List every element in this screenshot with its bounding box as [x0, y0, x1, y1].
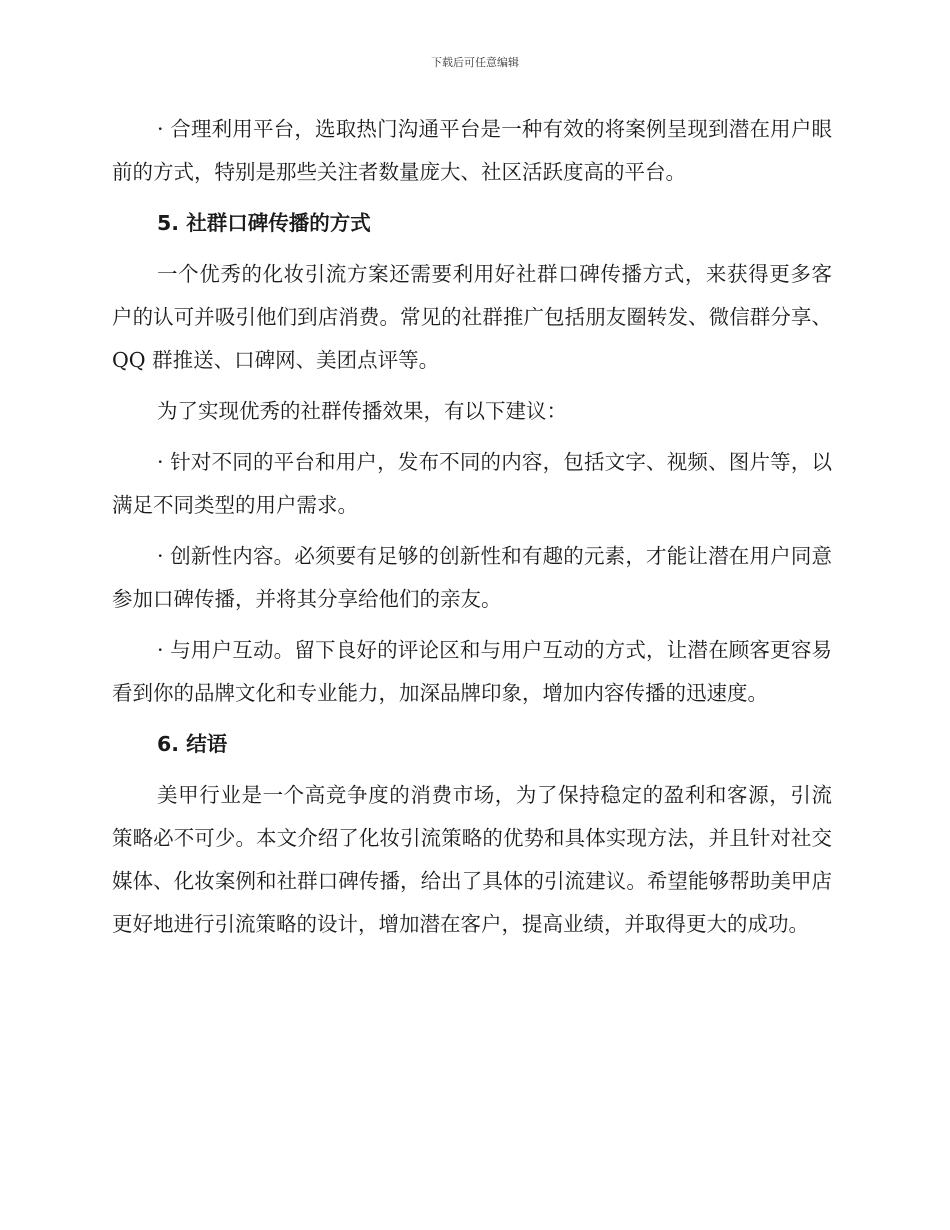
paragraph-platform-usage: · 合理利用平台，选取热门沟通平台是一种有效的将案例呈现到潜在用户眼前的方式，特别是那些关注者数量庞大、社区活跃度高的平台。	[112, 117, 832, 184]
section-heading-community-word-of-mouth: 5. 社群口碑传播的方式	[157, 211, 371, 235]
paragraph-suggestions-intro: 为了实现优秀的社群传播效果，有以下建议：	[157, 399, 567, 423]
page-header-note: 下载后可任意编辑	[431, 56, 519, 69]
list-item-user-interaction: · 与用户互动。留下良好的评论区和与用户互动的方式，让潜在顾客更容易看到你的品牌文化和专业能力，加深品牌印象，增加内容传播的迅速度。	[112, 638, 832, 705]
section-heading-conclusion: 6. 结语	[157, 732, 228, 756]
paragraph-community-intro: 一个优秀的化妆引流方案还需要利用好社群口碑传播方式，来获得更多客户的认可并吸引他们到店消费。常见的社群推广包括朋友圈转发、微信群分享、QQ 群推送、口碑网、美团点评等。	[112, 262, 832, 372]
paragraph-conclusion: 美甲行业是一个高竞争度的消费市场，为了保持稳定的盈利和客源，引流策略必不可少。本文介绍了化妆引流策略的优势和具体实现方法，并且针对社交媒体、化妆案例和社群口碑传播，给出了具体的引流建议。希望能够帮助美甲店更好地进行引流策略的设计，增加潜在客户，提高业绩，并取得更大的成功。	[112, 783, 832, 936]
list-item-innovative-content: · 创新性内容。必须要有足够的创新性和有趣的元素，才能让潜在用户同意参加口碑传播，并将其分享给他们的亲友。	[112, 544, 832, 611]
document-body	[112, 108, 832, 954]
list-item-different-content: · 针对不同的平台和用户，发布不同的内容，包括文字、视频、图片等，以满足不同类型的用户需求。	[112, 450, 832, 517]
